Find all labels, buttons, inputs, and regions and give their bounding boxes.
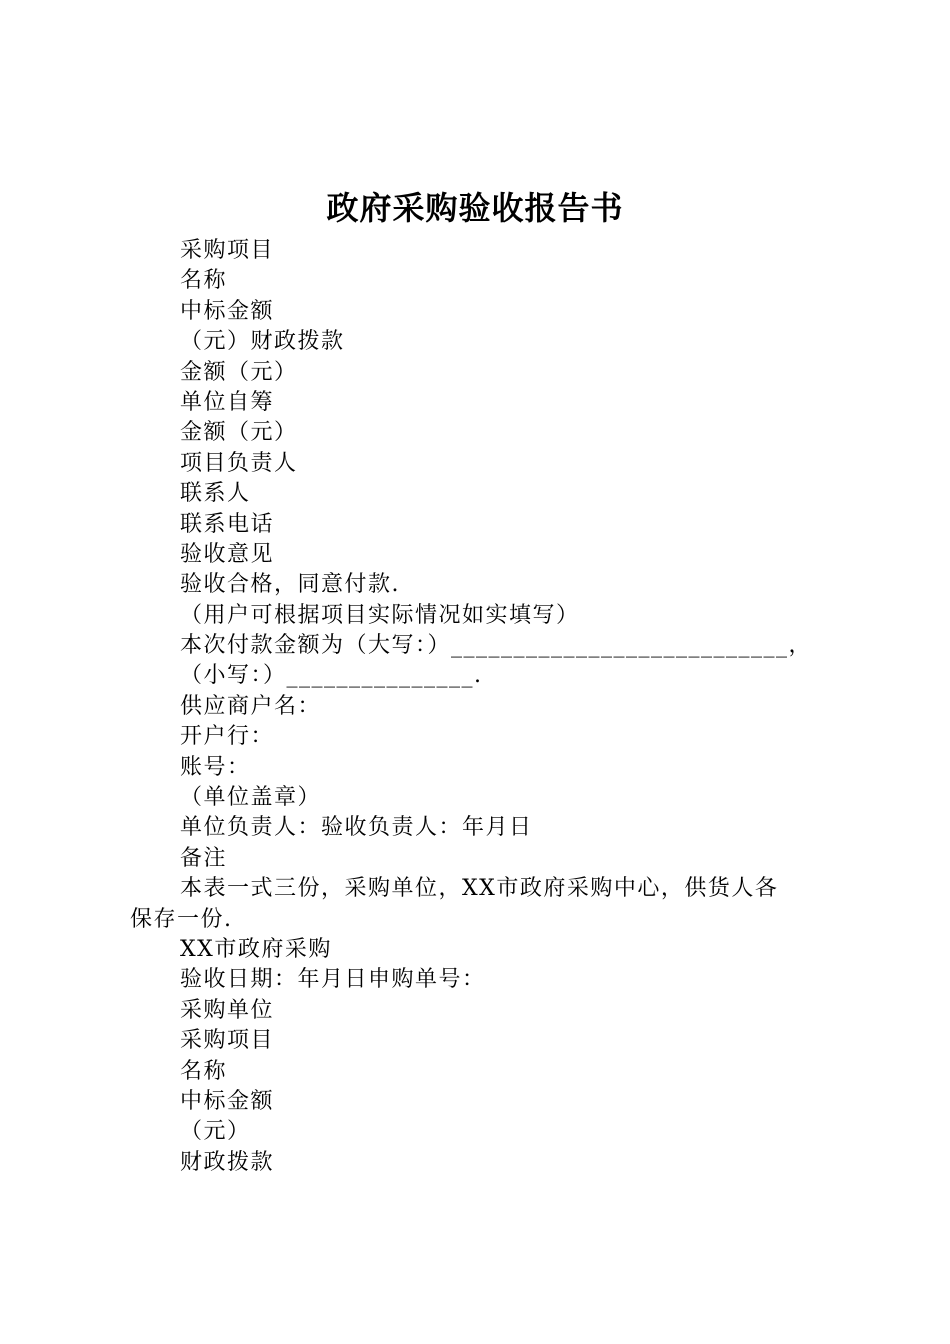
- text-line: 供应商户名：: [180, 693, 322, 719]
- text-line: 联系电话: [180, 511, 275, 537]
- text-line: 验收意见: [180, 541, 275, 567]
- text-line: 本表一式三份，采购单位，XX市政府采购中心，供货人各: [180, 876, 779, 902]
- text-line: 开户行：: [180, 724, 275, 750]
- text-line: 单位自筹: [180, 389, 275, 415]
- text-line: 金额（元）: [180, 359, 298, 385]
- text-line: 单位负责人：验收负责人：年月日: [180, 815, 533, 841]
- document-title: 政府采购验收报告书: [326, 189, 624, 227]
- text-line: 采购单位: [180, 997, 275, 1023]
- text-line: 财政拨款: [180, 1149, 275, 1175]
- text-line: 名称: [180, 268, 228, 294]
- text-line: 备注: [180, 845, 228, 871]
- text-line: （元）财政拨款: [180, 329, 345, 355]
- text-line: 金额（元）: [180, 420, 298, 446]
- text-line: （单位盖章）: [180, 785, 322, 811]
- text-line: 验收合格，同意付款.: [180, 572, 400, 598]
- document-body: [130, 236, 835, 1178]
- text-line: 采购项目: [180, 238, 275, 263]
- text-line: 联系人: [180, 481, 251, 507]
- text-line: 名称: [180, 1058, 228, 1084]
- text-line: 中标金额: [180, 298, 275, 324]
- text-line: 验收日期：年月日申购单号：: [180, 967, 486, 993]
- text-line: 项目负责人: [180, 450, 298, 476]
- text-line: （用户可根据项目实际情况如实填写）: [180, 602, 580, 628]
- payment-amount-line: 本次付款金额为（大写：）___________________________，: [180, 633, 813, 659]
- text-line: （元）: [180, 1119, 251, 1145]
- text-line: 账号：: [180, 754, 251, 780]
- text-line: 中标金额: [180, 1088, 275, 1114]
- payment-amount-small-line: （小写：）_______________.: [180, 663, 483, 689]
- text-line-continuation: 保存一份.: [130, 906, 233, 932]
- text-line: 采购项目: [180, 1028, 275, 1054]
- text-line: XX市政府采购: [180, 936, 332, 962]
